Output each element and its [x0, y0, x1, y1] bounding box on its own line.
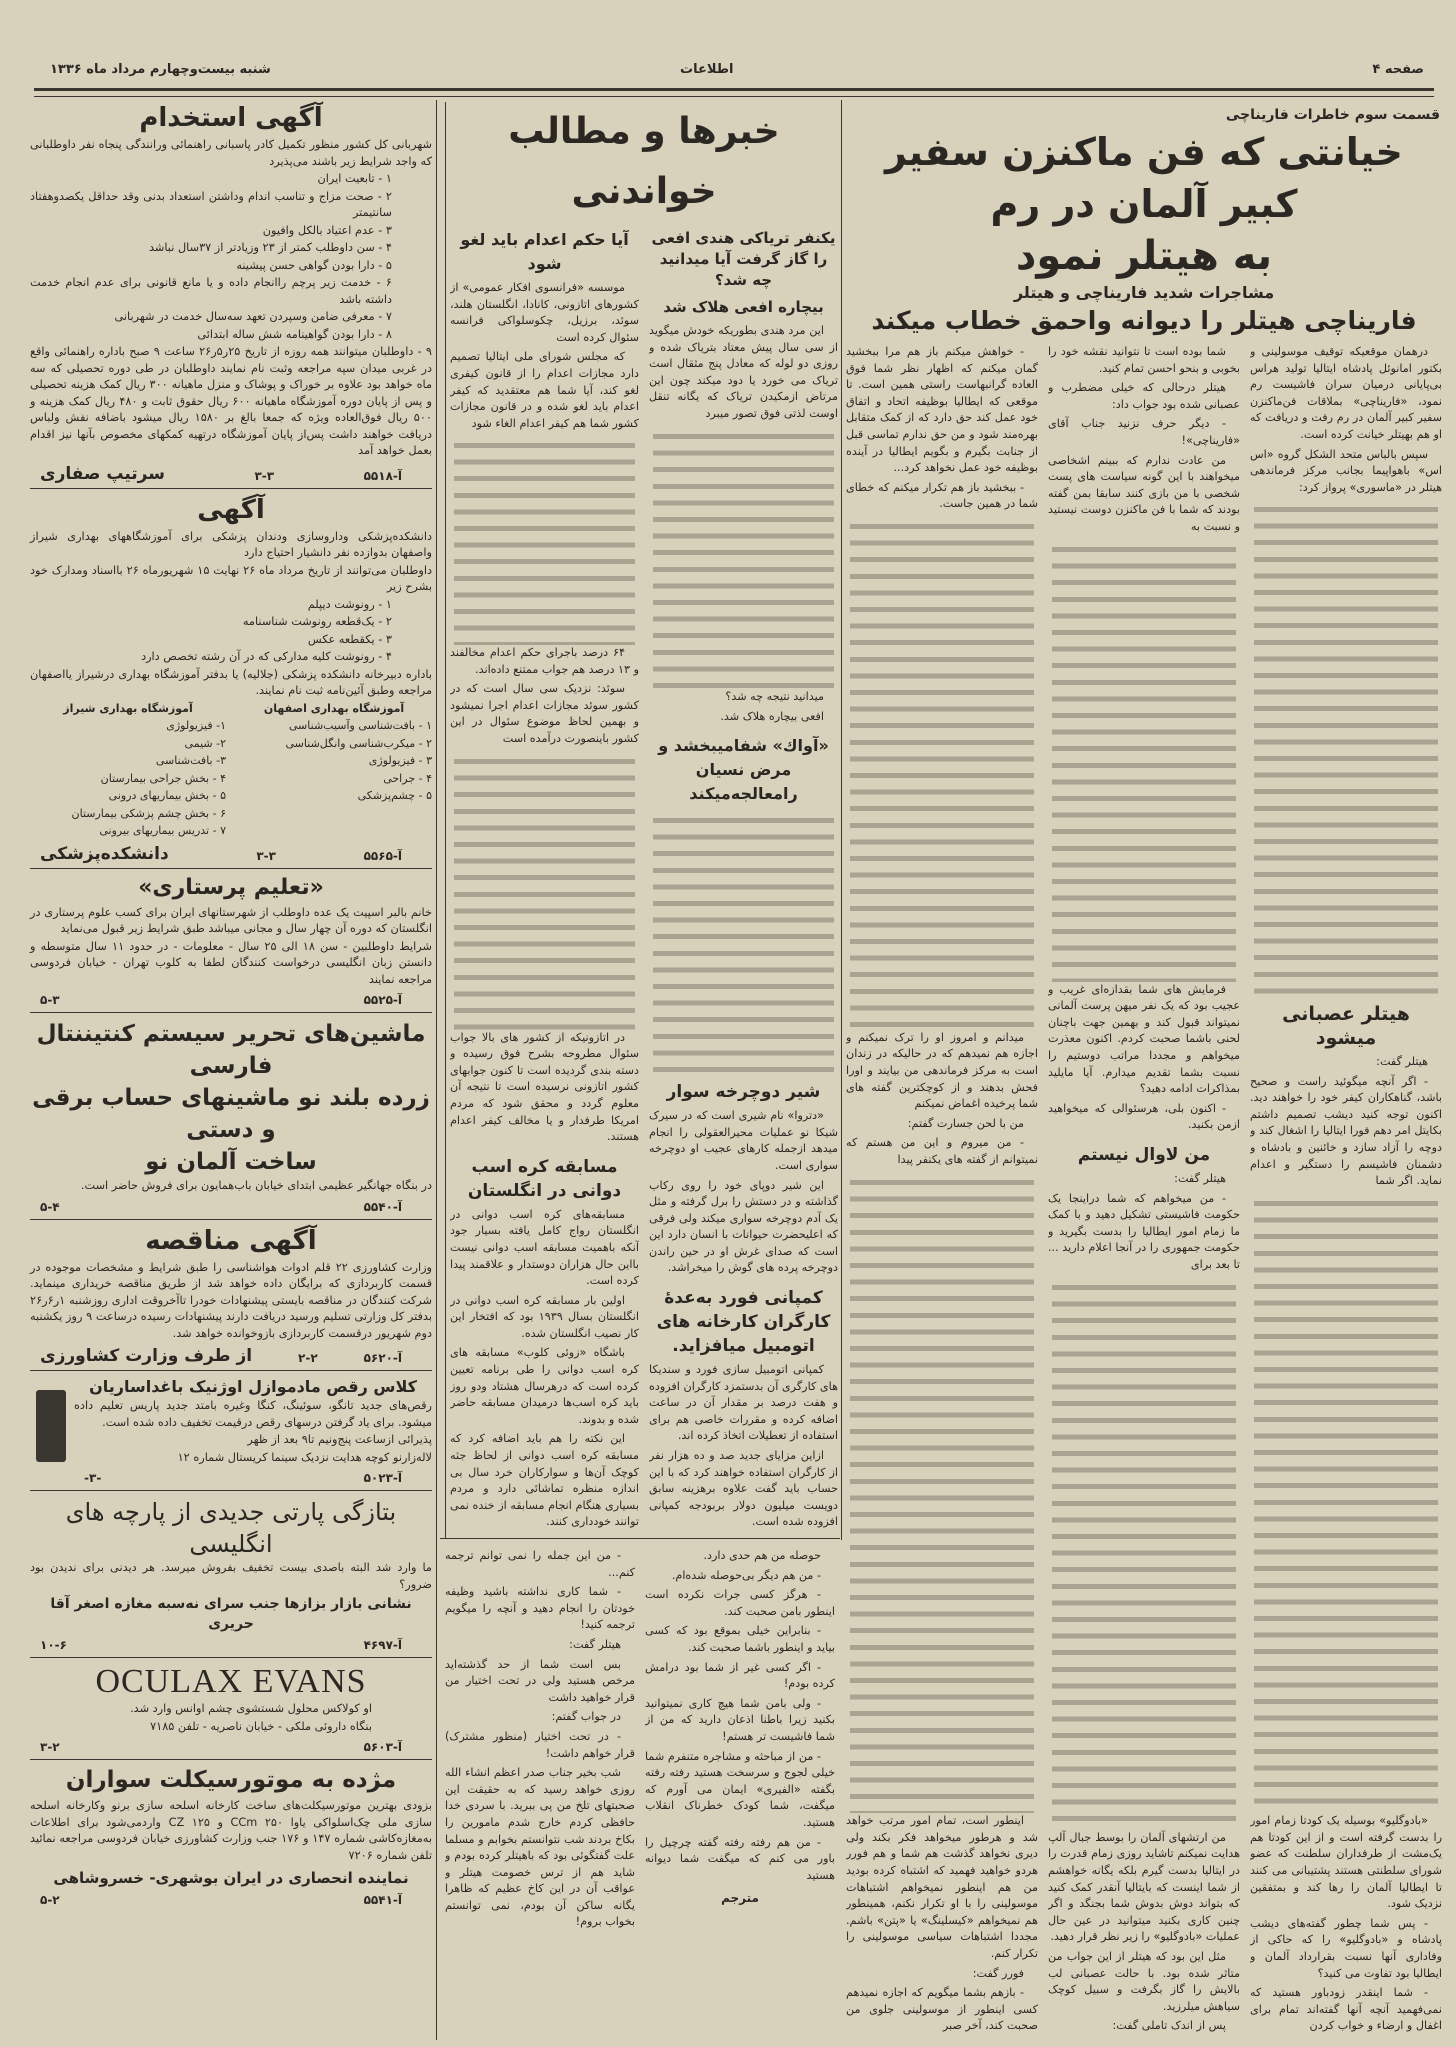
- paragraph: ۳ - عدم اعتیاد بالکل وافیون: [262, 223, 392, 237]
- paragraph: میدانید نتیجه چه شد؟: [725, 690, 824, 704]
- paragraph: فورر گفت:: [972, 1966, 1024, 1980]
- column-divider: [445, 102, 446, 1538]
- paragraph: من ارتشهای آلمان را بوسط جبال آلپ هدایت نمیکنم تاشاید روزی زمام قدرت را در ایتالیا بدست گیرم بلکه یگانه خواهشم از شما اینست که بایتالیا آنقدر کمک کنید که بتواند دوش بدوش شما بجنگد و اگر چنین کاری بکنید میتوانید در عین حال عملیات «بادوگلیو» را زیر نظر قرار دهید.: [1048, 1830, 1240, 1944]
- ad-code: آ-۵۶۲۰: [363, 1351, 402, 1365]
- text-block: [30, 667, 432, 701]
- paragraph: من با لحن جسارت گفتم:: [907, 1116, 1024, 1130]
- paragraph: ۴ - بخش جراحی بیمارستان: [100, 771, 226, 785]
- article-continuation: [445, 1548, 835, 2038]
- ad-code: آ-۵۰۲۳: [363, 1471, 402, 1485]
- paragraph: - دیگر حرف نزنید جناب آقای «فاریناچی»!: [1048, 417, 1240, 447]
- article-subtitle: مشاجرات شدید فاریناچی و هیتلر: [1013, 283, 1275, 302]
- paragraph: ۴ - جراحی: [383, 771, 432, 785]
- paragraph: ماشین‌های تحریر سیستم کنتیننتال فارسی: [36, 1021, 426, 1079]
- ad-run: ۵-۴: [40, 1199, 60, 1214]
- paragraph: ساخت آلمان نو: [145, 1149, 317, 1175]
- text-block: [236, 718, 432, 805]
- column-divider: [436, 100, 437, 2040]
- paragraph: پذیرائی ازساعت پنج‌ونیم تا۹ بعد از ظهر: [247, 1433, 432, 1446]
- paragraph: - ولی بامن شما هیچ کاری نمیتوانید بکنید زیرا باطنا اذعان دارید که من از شما فاشیست تر هستم!: [645, 1696, 835, 1743]
- paragraph: پس از اندک تاملی گفت:: [1112, 2019, 1226, 2033]
- ad-english-fabric: [30, 1494, 432, 1658]
- text-block: [1048, 1171, 1240, 1277]
- ad-run: ۳-۳: [254, 468, 275, 483]
- article-continuation-right: [645, 1548, 835, 2038]
- paragraph: دانشکده‌پزشکی وداروسازی ودندان پزشکی برای آموزشگاههای بهداری شیراز واصفهان بدوازده نفر دانشیار احتیاج دارد: [30, 529, 432, 559]
- text-block: [450, 1030, 639, 1149]
- paragraph: - من میروم و این من هستم که نمیتوانم از گفته های یکنفر پیدا: [846, 1136, 1038, 1166]
- paragraph: اولین بار مسابقه کره اسب دوانی در انگلستان بسال ۱۹۳۹ بود که افتخار این کار نصیب انگلستان شده.: [450, 1293, 639, 1340]
- paragraph: رقص‌های جدید تانگو، سوئینگ، کنگا وغیره بامتد جدید پاریس تعلیم داده میشود. برای یاد گرفتن درسهای رقص درقیمت تخفیف داده شده است.: [74, 1399, 432, 1429]
- paragraph: سپس بالباس متحد الشکل گروه «اس اس» باهواپیما بجانب مرکز فرماندهی هیتلر در «ماسوری» پرواز کرد:: [1250, 447, 1442, 494]
- paragraph: - من از مباحثه و مشاجره متنفرم شما خیلی لجوج و سرسخت هستید رفته رفته بگفته «الفیری» ایمان می آورم که میگفت، شما کودک خطرناک انقلاب هستید.: [645, 1749, 835, 1829]
- paragraph: ۵ - دارا بودن گواهی حسن پیشینه: [236, 258, 392, 272]
- paragraph: - ببخشید باز هم تکرار میکنم که خطای شما در همین جاست.: [846, 480, 1038, 511]
- paragraph: باداره دبیرخانه دانشکده پزشکی (جلالیه) یا بدفتر آموزشگاه بهداری درشیراز یااصفهان مراجعه وطبق آئین‌نامه ثبت نام نمایند.: [30, 667, 432, 697]
- paragraph: - در تحت اختیار (منظور مشترک) قرار خواهم داشت!: [445, 1729, 635, 1760]
- paragraph: ۱ - رونوشت دیپلم: [307, 597, 392, 611]
- paragraph: اینطور است، تمام امور مرتب خواهد شد و هرطور میخواهد فکر بکند ولی دیری نخواهد گذشت هم شما و هم فورر هردو خواهید فهمید که اشتباه کرده بودید من هم اینطور نمیخواهم اشتباهات موسولینی را با او تکرار نکنم، همینطور هم نمیخواهم «کیسلینگ» یا «پتن» باشم. مجددا اشتباهات سیاسی موسولینی را تکرار کنم.: [846, 1814, 1038, 1961]
- text-block: [1048, 982, 1240, 1137]
- paragraph: خانم بالبر اسپیت یک عده داوطلب از شهرستانهای ایران برای کسب علوم پرستاری در انگلستان که دوره آن چهار سال و مجانی میباشد طبق شرایط زیر قبول می‌نماید: [30, 905, 432, 935]
- paragraph: شب بخیر جناب صدر اعظم انشاء الله روزی خواهد رسید که به حقیقت این صحبتهای تلخ من پی ببرید. با سردی خدا حافظی کردم خارج شدم مامورین را بکاخ بردند شب نتوانستم بخوابم و مسلما علت گفتگوئی بود که باهیتلر کرده بودم و شاید هم از ترس خصومت هیتلر و عواقب آن در این کاخ عظیم که ظاهرا یگانه ساکن آن بودم، نمی توانستم بخواب بروم!: [445, 1766, 635, 1929]
- ad-title: آگهی استخدام: [139, 103, 323, 133]
- text-block: [846, 1813, 1038, 2038]
- ad-dance-class: [30, 1374, 432, 1491]
- paragraph: ۵ - بخش بیماریهای درونی: [108, 789, 226, 802]
- ad-signer: سرتیپ صفاری: [40, 463, 165, 484]
- paragraph: هیتلر گفت:: [1376, 1055, 1428, 1069]
- ad-run: ۲-۲: [298, 1351, 318, 1365]
- text-block: [1250, 1054, 1442, 1193]
- paragraph: - خواهش میکنم باز هم مرا ببخشید گمان میکنم که اظهار نظر شما فوق العاده گرانبهاست راستی همین است. تا موقعی که ایطالیا بوظیفه اتحاد و اتفاق خود عمل کند حق دارد که از کمک متقابل بهره‌مند شود و من حق ندارم تماسی قبل از جنابت بگیرم و بگویم ایطالیا در آینده بوظیفه خود عمل نخواهد کرد...: [846, 345, 1038, 475]
- ad-code: آ-۵۵۴۰: [363, 1199, 402, 1214]
- news-headline: یکنفر تریاکی هندی افعی را گاز گرفت آیا میدانید چه شد؟: [651, 229, 836, 289]
- text-block: [30, 1260, 432, 1344]
- ad-title: آگهی: [197, 494, 265, 525]
- text-block: [30, 1798, 432, 1865]
- paragraph: - من میخواهم که شما دراینجا یک حکومت فاشیستی تشکیل دهید و با کمک ما زمام امور ایطالیا را بدست بگیرید و حکومت جمهوری را در آنجا اعلام دارید ... تا بعد برای: [1048, 1191, 1240, 1271]
- paragraph: - بنابراین خیلی بموقع بود که کسی بیاید و اینطور باشما صحبت کند.: [645, 1624, 835, 1654]
- ad-nursing: [30, 872, 432, 1014]
- text-block: [1048, 344, 1240, 539]
- paragraph: این شیر دوپای خود را روی رکاب گذاشته و در دستش را برل گرفته و مثل یک آدم دوچرخه سواری میکند ولی فرقی که اعلیحضرت حیوانات با انسان دارد این است که صدای غرش او در حین راندن دوچرخه پرده های گوش را میخراشد.: [649, 1178, 838, 1275]
- ad-police-employment: [30, 100, 432, 489]
- paragraph: ۲ - یک‌قطعه رونوشت شناسنامه: [242, 615, 392, 628]
- paragraph: - بازهم بشما میگویم که اجازه نمیدهم کسی اینطور از موسولینی جلوی من صحبت کند، آخر صبر: [846, 1986, 1038, 2033]
- paragraph: ۱ - بافت‌شناسی وآسیب‌شناسی: [288, 719, 432, 732]
- paragraph: - اکنون بلی، هرسئوالی که میخواهید ازمن بکنید.: [1048, 1101, 1240, 1132]
- section-title: خبرها و مطالب خواندنی: [508, 111, 780, 212]
- paragraph: - شما کاری نداشته باشید وظیفه خودتان را انجام دهید و آنچه را میگویم ترجمه کنید!: [445, 1585, 635, 1632]
- ad-medical-school: [30, 492, 432, 869]
- paragraph: در اتازونیکه از کشور های بالا جواب سئوال مطروحه بشرح فوق رسیده و دسته بندی گردیده است تا کنون جوابهای کشور اتازونی نرسیده است تا نتیجه آن معلوم گردد و محقق شود که مردم امریکا طرفدار و یا مخالف کیفر اعدام هستند.: [450, 1030, 639, 1144]
- paragraph: حوصله من هم حدی دارد.: [703, 1549, 821, 1562]
- paragraph: - اگر کسی غیر از شما بود درامش کرده بودم!: [645, 1660, 835, 1691]
- paragraph: زرده بلند نو ماشینهای حساب برقی و دستی: [32, 1085, 430, 1143]
- paragraph: «دتروا» نام شیری است که در سیرک شیکا نو عملیات محیرالعقولی را انجام میدهد ازجمله کارهای عجیب او دوچرخه سواری است.: [649, 1109, 838, 1172]
- article-kicker: قسمت سوم خاطرات فاریناچی: [1225, 107, 1440, 123]
- text-block: [649, 1108, 838, 1280]
- article-column-2: [1048, 344, 1240, 2038]
- ad-run: ۳-۳: [256, 848, 276, 863]
- paragraph: ۷ - تدریس بیماریهای بیرونی: [99, 824, 226, 837]
- paragraph: که مجلس شورای ملی ایتالیا تصمیم دارد مجازات اعدام را از قانون کیفری لغو کند، آیا شما هم معتقدید که کیفر اعدام باید لغو شده و در قانون مجازات کشور شما هم کیفر اعدام الغاء شود: [450, 350, 639, 430]
- ad-run: ۱۰-۶: [40, 1638, 67, 1652]
- ad-signer: نماینده انحصاری در ایران بوشهری- خسروشاهی: [53, 1869, 409, 1887]
- text-block: [30, 137, 432, 171]
- text-block: [649, 323, 838, 426]
- ad-tender: [30, 1223, 432, 1372]
- paragraph: شرایط داوطلبین - سن ۱۸ الی ۲۵ سال - معلومات - در حدود ۱۱ سال متوسطه و دانستن زبان انگلیسی درخواست کنندگان لطفا به کلوب تهران - خیابان فردوسی مراجعه نمایند: [30, 939, 433, 986]
- issue-date: شنبه بیست‌وچهارم مرداد ماه ۱۳۳۶: [50, 62, 271, 77]
- text-block: [1250, 1813, 1442, 2038]
- paragraph: بنگاه داروئی ملکی - خیابان ناصریه - تلفن ۷۱۸۵: [150, 1719, 372, 1733]
- feature-article: [846, 104, 1442, 2038]
- ad-signer: از طرف وزارت کشاورزی: [40, 1346, 253, 1366]
- translator-credit: مترجم: [721, 1891, 759, 1906]
- paragraph: میدانم و امروز او را ترک نمیکنم و اجازه هم نمیدهم که در حالیکه در زندان است به مرکز فرماندهی من بیایند و اورا فحش بدهند و از کوچکترین گفته های شما پرخیده اغماض نمیکنم: [846, 1030, 1038, 1111]
- ad-code: آ-۵۵۴۱: [363, 1893, 402, 1907]
- article-column-3: [846, 344, 1038, 2038]
- article-columns: [846, 344, 1442, 2038]
- paragraph: افعی بیچاره هلاک شد.: [720, 709, 824, 723]
- ad-code: آ-۵۶۰۳: [363, 1740, 402, 1754]
- paragraph: هیتلر درحالی که خیلی مضطرب و عصبانی شده بود جواب داد:: [1048, 381, 1240, 411]
- paragraph: درهمان موقعیکه توقیف موسولینی و بکتور امانوئل پادشاه ایتالیا تولید هراس بی‌پایانی درمیان سران فاشیست رم نمود، «فاریناچی» بملاقات فن‌ماکنزن سفیر کبیر آلمان در رم رفت و دریافت که او هم بهیتلر خیانت کرده است.: [1250, 345, 1442, 441]
- paragraph: داوطلبان می‌توانند از تاریخ مرداد ماه ۲۶ نهایت ۱۵ شهریورماه ۲۶ بااسناد ومدارک خود بشرح زیر: [30, 563, 432, 593]
- subheading: من لاوال نیستم: [1077, 1144, 1211, 1165]
- text-block: [30, 171, 432, 344]
- paragraph: من عادت ندارم که ببینم اشخاصی میخواهند با این گونه سیاست های پست شخصی با من بازی کنند سابقا بمن گفته بودند که شما با فن ماکنزن دوست نیستید و نسبت به: [1048, 453, 1240, 533]
- ad-code: آ-۵۵۱۸: [363, 468, 402, 483]
- text-block: [649, 689, 838, 728]
- section-rule: [440, 1538, 840, 1539]
- dancers-illustration: [36, 1390, 66, 1462]
- text-block: [30, 344, 432, 461]
- article-continuation-left: [445, 1548, 635, 2038]
- paragraph: - هرگز کسی جرات نکرده است اینطور بامن صحبت کند.: [645, 1588, 835, 1618]
- paragraph: - من هم دیگر بی‌حوصله شده‌ام.: [671, 1568, 821, 1582]
- paragraph: هیتلر گفت:: [569, 1637, 621, 1651]
- paragraph: ۱- فیزیولوژی: [166, 719, 226, 732]
- paragraph: ۶ - بخش چشم پزشکی بیمارستان: [71, 806, 226, 820]
- paragraph: ۲ - میکرب‌شناسی وانگل‌شناسی: [285, 736, 432, 750]
- text-block: [846, 1030, 1038, 1172]
- text-block: [645, 1548, 835, 1887]
- text-block: [649, 1362, 838, 1534]
- article-headline: خیانتی که فن ماکنزن سفیر کبیر آلمان در رم: [885, 130, 1403, 226]
- news-headline: شیر دوچرخه سوار: [666, 1082, 821, 1103]
- ad-code: آ-۵۵۲۵: [363, 993, 402, 1007]
- paragraph: این مرد هندی بطوریکه خودش میگوید از سی سال پیش معتاد بتریاک شده و روزی دو لوله که معادل پنج مثقال است تریاک می خورد یا دود میکند چون این مرتاض ازمکیدن تریاک که یگانه تنقل اوست لذتی فوق تصور میبرد: [649, 324, 838, 420]
- ad-code: آ-۵۵۶۵: [363, 848, 402, 863]
- text-block: [846, 344, 1038, 516]
- paragraph: باشگاه «زوئی کلوب» مسابقه های کره اسب دوانی را طی برنامه تعیین کرده است که درهرسال هشتاد ودو روز باید کره اسب‌ها درمیدان مسابقه حاضر شده و بدوند.: [450, 1346, 639, 1426]
- paragraph: بس است شما از حد گذشته‌اید مرخص هستید ولی در تحت اختیار من قرار خواهید داشت: [445, 1657, 635, 1704]
- paragraph: مثل این بود که هیتلر از این جواب من متاثر شده بود. با حالت عصبانی لب بالایش را گاز بگرفت و سبیل کوچک سیاهش میلرزید.: [1048, 1950, 1240, 2013]
- text-block: [30, 1178, 432, 1196]
- paragraph: ما وارد شد البته باصدی بیست تخفیف بفروش میرسد. هر دیدنی برای ندیدن بود ضرور؟: [30, 1561, 432, 1591]
- ad-run: ۵-۳: [40, 993, 60, 1007]
- paragraph: ۶ - خدمت زیر پرچم راانجام داده و یا مانع قانونی برای عدم انجام خدمت داشته باشد: [30, 276, 392, 306]
- paragraph: سوئد: نزدیک سی سال است که در کشور سوئد مجازات اعدام اجرا نمیشود و بهمین لحاظ موضوع سئوال در این کشور باینصورت درآمده است: [450, 682, 639, 746]
- text-block: [30, 718, 226, 840]
- article-subheadline: فاریناچی هیتلر را دیوانه واحمق خطاب میکند: [871, 306, 1417, 335]
- paragraph: موسسه «فرانسوی افکار عمومی» از کشورهای اتازونی، کانادا، انگلستان هلند، سوئد، برزیل، چکوسلواکی فرانسه سئوال کرده است: [450, 281, 639, 344]
- text-block: [1048, 1830, 1240, 2038]
- ad-title: بتازگی پارتی جدیدی از پارچه های انگلیسی: [65, 1498, 397, 1558]
- ad-run: -۳-: [84, 1471, 102, 1485]
- paragraph: «بادوگلیو» بوسیله یک کودتا زمام امور را بدست گرفته است و از این کودتا هم یک‌مشت از طرفداران سلطنت که عضو شورای سلطنتی هستند پشتیبانی می کنند تا ایطالیا آلمان را رها کند و بمتفقین نزدیک شود.: [1250, 1814, 1442, 1911]
- paragraph: ۱ - تابعیت ایران: [317, 172, 392, 185]
- column-divider: [841, 100, 842, 1540]
- text-block: [30, 529, 432, 597]
- text-block: [30, 1560, 432, 1594]
- text-block: [450, 645, 639, 751]
- ad-signer: دانشکده‌پزشکی: [40, 843, 169, 864]
- paragraph: ۴ - سن داوطلب کمتر از ۲۳ وزیادتر از ۳۷سال نباشد: [148, 241, 392, 254]
- paragraph: ۹ - داوطلبان میتوانند همه روزه از تاریخ ۲۵ر۵ر۲۶ ساعت ۹ صبح باداره راهنمائی واقع در غربی میدان سپه مراجعه وثبت نام نمایند داوطلبان در طی دوره تحصیلی که سه ماه خواهد بود علاوه بر خوراک و پوشاک و منزل ماهیانه ۳۰۰ ریال کمک هزینه تحصیلی و پس از پایان دوره آموزشگاه ماهیانه ۶۰۰ ریال حقوق ثابت و ۴۸۰ ریال کمک هزینه و ۵۰۰ ریال فوق‌العاده ویژه که جمعا بالغ بر ۱۵۸۰ ریال میشود باضافه نفش ولباس دریافت خواهند داشت پس‌از پایان آموزشگاه درتهیه کمکهای مخصوص بآنها نیز اقدام بعمل خواهد آمد: [30, 345, 433, 457]
- article-column-1: [1250, 344, 1442, 2038]
- subheading: هیتلر عصبانی میشود: [1282, 1003, 1410, 1050]
- paragraph: بزودی بهترین موتورسیکلت‌های ساخت کارخانه اسلحه سازی برنو وکارخانه اسلحه سازی ملی چک‌اسلواکی یاوا ۲۵۰ CCm و ۱۲۵ CZ واردمی‌شود برای اطلاعات به‌مغازه‌کاشی شماره ۱۴۷ و ۱۷۶ جنب وزارت کشاورزی خیابان فردوسی مراجعه نمائید تلفن شماره ۷۲۰۶: [30, 1799, 433, 1862]
- text-block: [30, 597, 432, 667]
- paragraph: ۳ - فیزیولوژی: [368, 754, 432, 767]
- text-block: [30, 1701, 432, 1736]
- paragraph: فرمایش های شما بقدازه‌ای غریب و عجیب بود که یک نفر میهن پرست آلمانی نمیتواند قبول کند و بهمین جهت باچنان لحنی باشما صحبت کردم. اکنون معذرت میخواهم و مجددا مراتب دوستیم را نسبت بشما تقدیم میدارم. آیا مایلید بمذاکرات ادامه دهید؟: [1048, 982, 1240, 1096]
- news-headline: «آواك» شفامیبخشد و مرض نسیان رامعالجه‌میکند: [658, 736, 829, 804]
- paragraph: - پس شما چطور گفته‌های دیشب پادشاه و «بادوگلیو» را که حاکی از وفاداری آنها نسبت بقرارداد آلمان و ایطالیا بود تفاوت می کنید؟: [1250, 1916, 1442, 1980]
- ad-address: نشانی بازار بزازها جنب سرای نه‌سبه مغازه اصغر آقا حریری: [50, 1596, 412, 1632]
- paragraph: ۳- بافت‌شناسی: [155, 754, 226, 767]
- news-section: [450, 102, 838, 1534]
- list-title: آموزشگاه بهداری اصفهان: [263, 701, 405, 715]
- ad-title: کلاس رقص مادموازل اوژنیک باغداساریان: [89, 1377, 417, 1396]
- news-headline: آیا حکم اعدام باید لغو شود: [460, 230, 629, 273]
- header-rule: [34, 88, 1434, 97]
- paragraph: او کولاکس محلول شستشوی چشم اوانس وارد شد.: [130, 1702, 372, 1715]
- paragraph: ۷ - معرفی ضامن وسپردن تعهد سه‌سال خدمت در شهربانی: [114, 310, 392, 323]
- text-block: [1250, 344, 1442, 499]
- text-block: [74, 1398, 432, 1467]
- news-headline: مسابقه کره اسب دوانی در انگلستان: [467, 1156, 622, 1201]
- paragraph: ۲- شیمی: [184, 736, 226, 750]
- paragraph: - من هم رفته رفته گفته چرچیل را باور می کنم که میگفت شما دیوانه هستید: [645, 1835, 835, 1882]
- paragraph: لاله‌زارنو کوچه هدایت نزدیک سینما کریستال شماره ۱۲: [177, 1450, 432, 1464]
- article-headline-line2: به هیتلر نمود: [1015, 233, 1273, 279]
- paragraph: شهربانی کل کشور منظور تکمیل کادر پاسبانی راهنمائی ورانندگی پنجاه نفر داوطلبانی که واجد شرایط زیر باشند می‌پذیرد: [30, 138, 432, 168]
- ad-motorcycles: [30, 1763, 432, 1912]
- news-headline: کمپانی فورد به‌عدهٔ کارگران کارخانه های اتومبیل میافزاید.: [656, 1288, 831, 1357]
- paragraph: ۳ - یکقطعه عکس: [307, 632, 392, 646]
- text-block: [450, 280, 639, 435]
- paragraph: - اگر آنچه میگوئید راست و صحیح باشد، گناهکاران کیفر خود را خواهند دید. اکنون توجه کنید دیشب تصمیم داشتم بکایتل امر دهم فورا ایتالیا را اشغال کند و دوچه را آزاد سازد و خائنین و بادشاه و دشمنان فاشیسم را دستگیر و اعدام نماید. اگر شما: [1250, 1074, 1442, 1188]
- page-number: صفحه ۴: [1372, 62, 1424, 77]
- paragraph: هیتلر گفت:: [1174, 1171, 1226, 1185]
- paragraph: - من این جمله را نمی توانم ترجمه کنم...: [445, 1549, 635, 1579]
- paragraph: در بنگاه جهانگیر عظیمی ابتدای خیابان باب‌همایون برای فروش حاضر است.: [80, 1179, 432, 1192]
- ad-title: آگهی مناقصه: [145, 1225, 317, 1256]
- ad-run: ۵-۲: [40, 1893, 60, 1907]
- paragraph: مسابقه‌های کره اسب دوانی در انگلستان رواج کامل یافته بسیار جود آنکه باهمیت مسابقه اسب دوانی نیست بااین حال هزاران دوستدار و علاقمند پیدا کرده است.: [450, 1207, 639, 1288]
- text-block: [445, 1548, 635, 1934]
- paragraph: کمپانی اتومبیل سازی فورد و سندیکا های کارگری آن بدستمزد کارگران افزوده و هفت درصد بر مقدار آن در ساعت اضافه کرده و مقررات خاصی هم برای استفاده از تعطیلات اتخاذ کرده اند.: [649, 1363, 838, 1443]
- paragraph: ۴ - رونوشت کلیه مدارکی که در آن رشته تخصص دارد: [141, 650, 392, 663]
- news-column-right: [649, 228, 838, 1534]
- ad-brand: OCULAX EVANS: [95, 1663, 367, 1700]
- paragraph: وزارت کشاورزی ۲۲ قلم ادوات هواشناسی را طبق شرایط و مشخصات موجوده در قسمت کاربردازی که برایگان داده خواهد شد از طریق مناقصه خریداری مینماید. شرکت کنندگان در مناقصه بایستی پیشنهادات خودرا تاآخروقت اداری روزشنبه ۱ر۶ر۲۶ بدفتر کل وزارتی تسلیم ورسید دریافت دارند پیشنهادات رسیده درساعت ۹ روز یکشنبه دوم شهریور درقسمت کاربردازی بازوخوانده خواهد شد.: [30, 1260, 432, 1340]
- news-subheadline: بیچاره افعی هلاک شد: [663, 298, 824, 316]
- paragraph: شما بوده است تا نتوانید نقشه خود را بخوبی و بنحو احسن تمام کنید.: [1048, 345, 1240, 375]
- ad-title: مژده به موتورسیکلت سواران: [65, 1767, 397, 1793]
- text-block: [30, 905, 432, 990]
- paragraph: ازاین مزایای جدید صد و ده هزار نفر از کارگران استفاده خواهند کرد که با این حساب باید گفت علاوه برهزینه سابق دویست میلیون دولار بربودجه کمپانی افزوده شده است.: [649, 1449, 838, 1529]
- paragraph: ۶۴ درصد باجرای حکم اعدام مخالفند و ۱۳ درصد هم جواب ممتنع داده‌اند.: [450, 646, 639, 676]
- paragraph: این نکته را هم باید اضافه کرد که مسابقه کره اسب دوانی از لحاظ جثه کوچک آن‌ها و سوارکاران خرد سال بی اندازه منظره تماشائی دارد و مردم بسیاری هنگام انجام مسابقه از خنده نمی توانند خودداری کنند.: [450, 1432, 639, 1529]
- paragraph: در جواب گفتم:: [551, 1710, 621, 1724]
- list-title: آموزشگاه بهداری شیراز: [63, 701, 193, 715]
- paragraph: ۸ - دارا بودن گواهینامه شش ساله ابتدائی: [197, 327, 392, 341]
- news-column-left: [450, 228, 639, 1534]
- paragraph: ۲ - صحت مزاج و تناسب اندام وداشتن استعداد بدنی وقد حداقل یکصدوهفتاد سانتیمتر: [30, 189, 392, 219]
- ad-typewriters: [30, 1016, 432, 1220]
- paragraph: ۵ - چشم‌پزشکی: [357, 789, 432, 802]
- text-block: [30, 1018, 432, 1178]
- classified-ads: [30, 100, 432, 2042]
- newspaper-name: اطلاعات: [680, 62, 734, 77]
- ad-oculax: [30, 1661, 432, 1760]
- text-block: [450, 1207, 639, 1534]
- ad-title: «تعلیم پرستاری»: [138, 874, 324, 900]
- ad-code: آ-۴۶۹۷: [363, 1638, 402, 1652]
- paragraph: - شما اینقدر زودباور هستید که نمی‌فهمید آنچه آنها گفته‌اند تمام برای اغفال و ارضاء و خواب کردن: [1250, 1986, 1442, 2033]
- ad-run: ۳-۲: [40, 1740, 60, 1754]
